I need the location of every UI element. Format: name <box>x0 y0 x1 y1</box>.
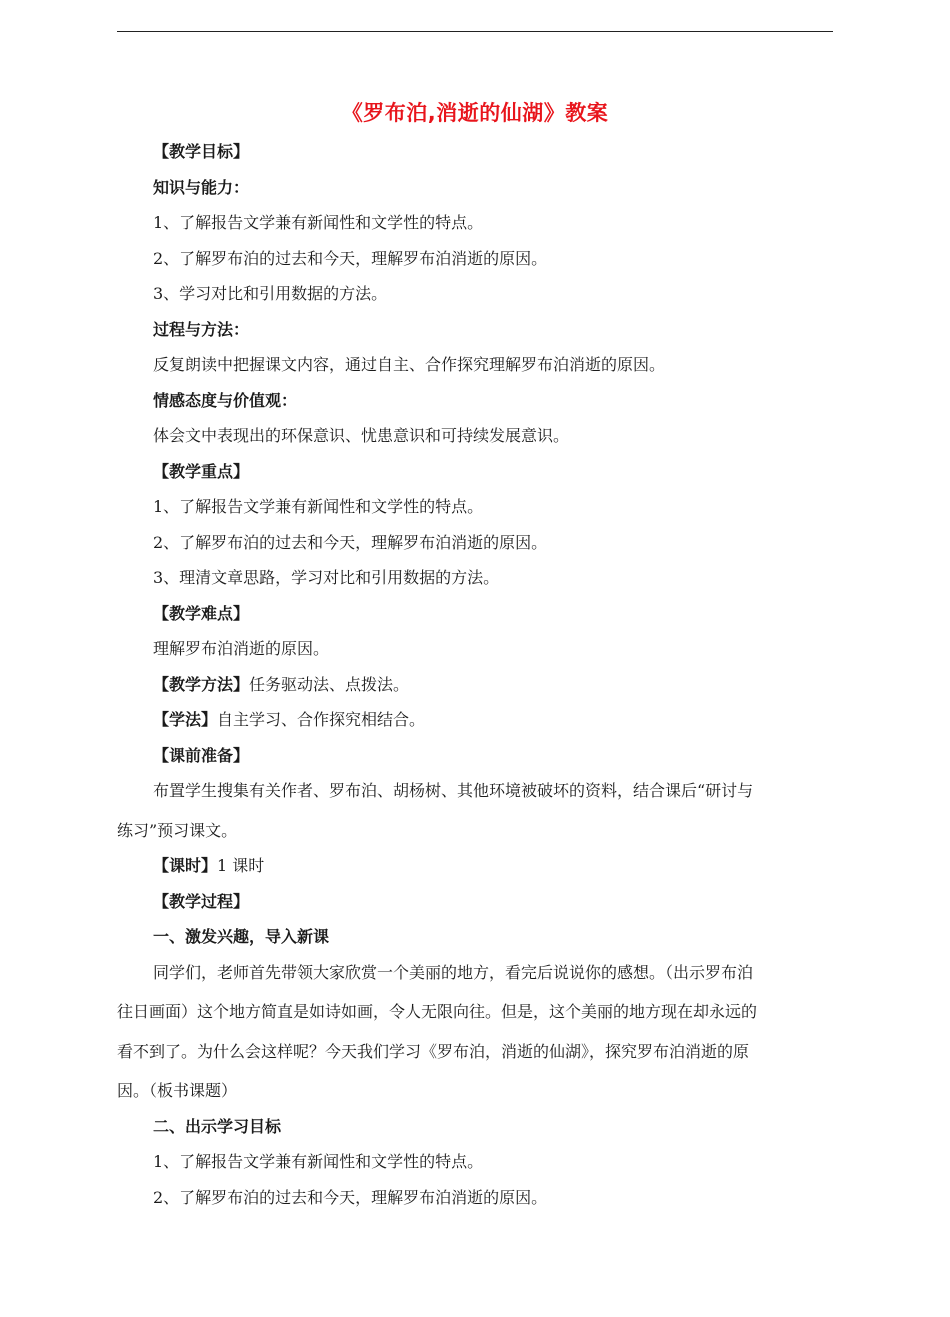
knowledge-heading: 知识与能力： <box>153 178 250 197</box>
methods-heading: 【教学方法】 <box>153 675 250 694</box>
knowledge-item: 1、了解报告文学兼有新闻性和文学性的特点。 <box>153 213 484 232</box>
key-points-heading: 【教学重点】 <box>153 462 250 481</box>
section-1-paragraph-line: 看不到了。为什么会这样呢？今天我们学习《罗布泊，消逝的仙湖》，探究罗布泊消逝的原 <box>117 1042 750 1061</box>
section-2-item: 1、了解报告文学兼有新闻性和文学性的特点。 <box>153 1152 484 1171</box>
header-rule <box>117 31 833 32</box>
section-1-paragraph-line: 往日画面）这个地方简直是如诗如画，令人无限向往。但是，这个美丽的地方现在却永远的 <box>117 1002 758 1021</box>
difficulties-heading: 【教学难点】 <box>153 604 250 623</box>
methods-text: 任务驱动法、点拨法。 <box>249 675 410 694</box>
hours-line <box>153 855 264 877</box>
section-2-heading: 二、出示学习目标 <box>153 1117 282 1136</box>
emotion-heading: 情感态度与价值观： <box>153 391 298 410</box>
key-point-item: 3、理清文章思路，学习对比和引用数据的方法。 <box>153 568 500 587</box>
knowledge-item: 3、学习对比和引用数据的方法。 <box>153 284 388 303</box>
knowledge-item: 2、了解罗布泊的过去和今天，理解罗布泊消逝的原因。 <box>153 249 548 268</box>
section-2-item: 2、了解罗布泊的过去和今天，理解罗布泊消逝的原因。 <box>153 1188 548 1207</box>
document-title: 《罗布泊,消逝的仙湖》教案 <box>341 101 609 125</box>
section-1-paragraph-line: 同学们，老师首先带领大家欣赏一个美丽的地方，看完后说说你的感想。（出示罗布泊 <box>153 963 754 982</box>
hours-heading: 【课时】 <box>153 856 218 875</box>
hours-text: 1 课时 <box>217 856 265 875</box>
section-1-heading: 一、激发兴趣，导入新课 <box>153 927 330 946</box>
process-method-text: 反复朗读中把握课文内容，通过自主、合作探究理解罗布泊消逝的原因。 <box>153 355 666 374</box>
emotion-text: 体会文中表现出的环保意识、忧患意识和可持续发展意识。 <box>153 426 570 445</box>
study-heading: 【学法】 <box>153 710 218 729</box>
key-point-item: 1、了解报告文学兼有新闻性和文学性的特点。 <box>153 497 484 516</box>
study-text: 自主学习、合作探究相结合。 <box>217 710 426 729</box>
preparation-line: 练习”预习课文。 <box>117 821 238 840</box>
preparation-line: 布置学生搜集有关作者、罗布泊、胡杨树、其他环境被破坏的资料，结合课后“研讨与 <box>153 781 754 800</box>
objectives-heading: 【教学目标】 <box>153 142 250 161</box>
process-method-heading: 过程与方法： <box>153 320 250 339</box>
key-point-item: 2、了解罗布泊的过去和今天，理解罗布泊消逝的原因。 <box>153 533 548 552</box>
methods-line <box>153 674 409 696</box>
preparation-heading: 【课前准备】 <box>153 746 250 765</box>
difficulties-text: 理解罗布泊消逝的原因。 <box>153 639 330 658</box>
teaching-process-heading: 【教学过程】 <box>153 892 250 911</box>
study-line <box>153 709 425 731</box>
section-1-paragraph-line: 因。（板书课题） <box>117 1081 238 1100</box>
